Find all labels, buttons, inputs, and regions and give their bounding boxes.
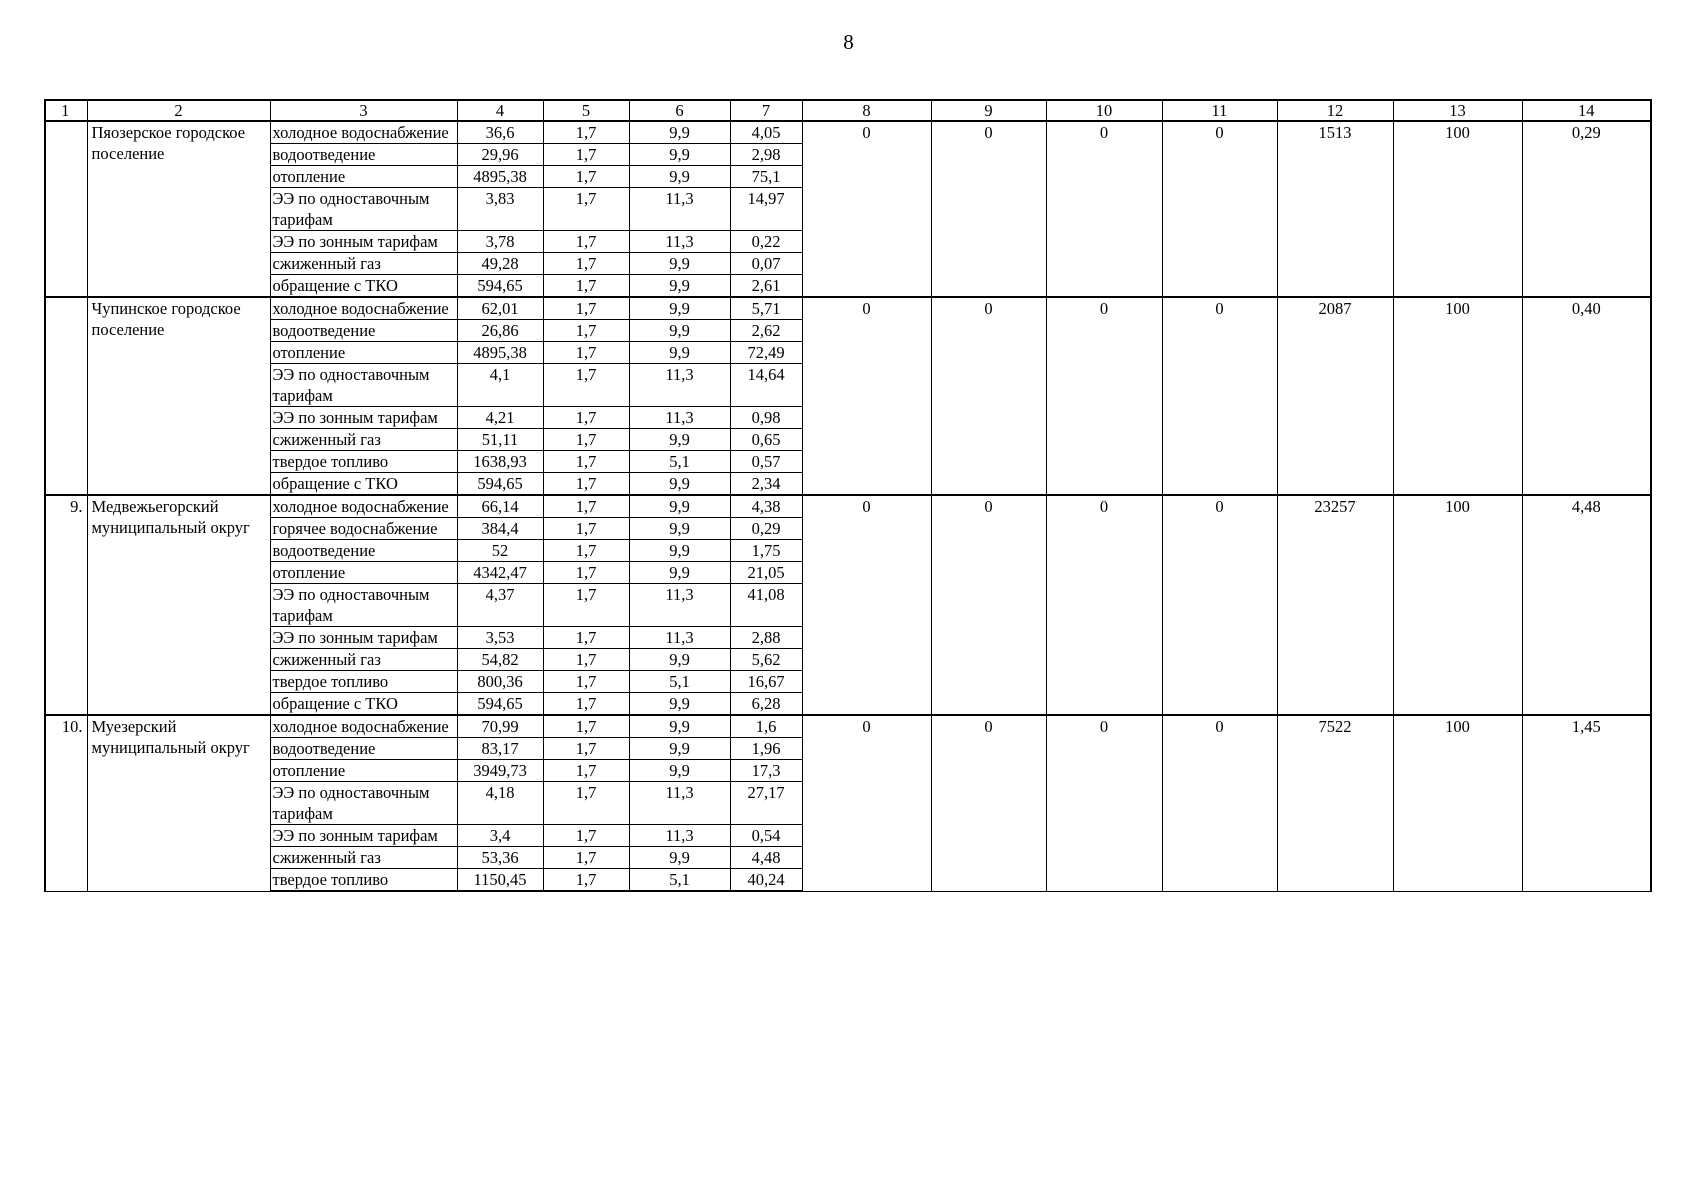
service-value-col5: 1,7 [543, 671, 629, 693]
service-value-col7: 14,64 [730, 364, 802, 407]
summary-value-col8: 0 [802, 121, 931, 297]
column-header-13: 13 [1393, 100, 1522, 121]
service-value-col6: 9,9 [629, 715, 730, 738]
service-name: холодное водоснабжение [270, 297, 457, 320]
column-header-10: 10 [1046, 100, 1162, 121]
service-name: ЭЭ по одноставочным тарифам [270, 188, 457, 231]
service-value-col6: 11,3 [629, 188, 730, 231]
summary-value-col11: 0 [1162, 121, 1277, 297]
summary-value-col10: 0 [1046, 297, 1162, 495]
service-value-col4: 62,01 [457, 297, 543, 320]
service-name: твердое топливо [270, 451, 457, 473]
service-value-col7: 1,6 [730, 715, 802, 738]
service-value-col7: 0,65 [730, 429, 802, 451]
service-value-col5: 1,7 [543, 144, 629, 166]
service-value-col4: 70,99 [457, 715, 543, 738]
service-value-col5: 1,7 [543, 518, 629, 540]
table-row [45, 715, 1651, 738]
service-value-col4: 4895,38 [457, 342, 543, 364]
column-header-2: 2 [87, 100, 270, 121]
service-value-col7: 0,98 [730, 407, 802, 429]
service-value-col6: 11,3 [629, 782, 730, 825]
summary-value-col12: 7522 [1277, 715, 1393, 891]
service-value-col4: 54,82 [457, 649, 543, 671]
service-value-col6: 11,3 [629, 627, 730, 649]
service-value-col6: 9,9 [629, 518, 730, 540]
service-value-col5: 1,7 [543, 782, 629, 825]
service-value-col7: 5,71 [730, 297, 802, 320]
summary-value-col14: 0,40 [1522, 297, 1651, 495]
service-value-col4: 66,14 [457, 495, 543, 518]
column-header-11: 11 [1162, 100, 1277, 121]
service-value-col7: 0,57 [730, 451, 802, 473]
service-value-col6: 9,9 [629, 166, 730, 188]
summary-value-col13: 100 [1393, 715, 1522, 891]
service-value-col7: 2,98 [730, 144, 802, 166]
service-value-col5: 1,7 [543, 540, 629, 562]
service-value-col7: 2,88 [730, 627, 802, 649]
service-value-col5: 1,7 [543, 451, 629, 473]
service-value-col7: 1,96 [730, 738, 802, 760]
summary-value-col14: 4,48 [1522, 495, 1651, 715]
service-value-col4: 26,86 [457, 320, 543, 342]
service-value-col6: 11,3 [629, 364, 730, 407]
service-value-col5: 1,7 [543, 869, 629, 892]
service-name: ЭЭ по зонным тарифам [270, 407, 457, 429]
service-value-col7: 2,34 [730, 473, 802, 496]
service-value-col7: 4,38 [730, 495, 802, 518]
service-value-col6: 9,9 [629, 253, 730, 275]
summary-value-col8: 0 [802, 495, 931, 715]
table-body [45, 100, 1651, 891]
summary-value-col11: 0 [1162, 715, 1277, 891]
service-value-col6: 5,1 [629, 451, 730, 473]
service-name: ЭЭ по зонным тарифам [270, 627, 457, 649]
service-value-col6: 9,9 [629, 693, 730, 716]
service-value-col4: 83,17 [457, 738, 543, 760]
service-value-col7: 4,05 [730, 121, 802, 144]
service-value-col7: 27,17 [730, 782, 802, 825]
summary-value-col10: 0 [1046, 715, 1162, 891]
service-name: обращение с ТКО [270, 473, 457, 496]
row-number: 9. [45, 495, 87, 715]
municipality-name: Пяозерское городское поселение [87, 121, 270, 297]
service-name: ЭЭ по одноставочным тарифам [270, 584, 457, 627]
service-value-col5: 1,7 [543, 166, 629, 188]
service-value-col4: 594,65 [457, 693, 543, 716]
municipality-name: Муезерский муниципальный округ [87, 715, 270, 891]
summary-value-col14: 0,29 [1522, 121, 1651, 297]
service-value-col6: 5,1 [629, 671, 730, 693]
service-value-col5: 1,7 [543, 847, 629, 869]
service-value-col5: 1,7 [543, 473, 629, 496]
service-value-col4: 4,18 [457, 782, 543, 825]
service-name: холодное водоснабжение [270, 715, 457, 738]
service-value-col6: 9,9 [629, 562, 730, 584]
service-value-col4: 1150,45 [457, 869, 543, 892]
service-value-col4: 36,6 [457, 121, 543, 144]
service-value-col7: 75,1 [730, 166, 802, 188]
service-name: водоотведение [270, 738, 457, 760]
service-value-col7: 0,07 [730, 253, 802, 275]
service-name: горячее водоснабжение [270, 518, 457, 540]
service-name: отопление [270, 166, 457, 188]
column-header-9: 9 [931, 100, 1046, 121]
service-value-col7: 21,05 [730, 562, 802, 584]
service-value-col6: 11,3 [629, 584, 730, 627]
service-value-col5: 1,7 [543, 320, 629, 342]
service-value-col5: 1,7 [543, 693, 629, 716]
service-value-col5: 1,7 [543, 760, 629, 782]
table-row [45, 297, 1651, 320]
summary-value-col9: 0 [931, 297, 1046, 495]
summary-value-col8: 0 [802, 715, 931, 891]
service-value-col5: 1,7 [543, 364, 629, 407]
service-value-col7: 0,29 [730, 518, 802, 540]
service-name: сжиженный газ [270, 847, 457, 869]
service-name: обращение с ТКО [270, 693, 457, 716]
service-value-col5: 1,7 [543, 188, 629, 231]
service-value-col6: 9,9 [629, 320, 730, 342]
service-value-col5: 1,7 [543, 297, 629, 320]
service-value-col7: 17,3 [730, 760, 802, 782]
service-value-col7: 16,67 [730, 671, 802, 693]
column-header-4: 4 [457, 100, 543, 121]
service-value-col6: 9,9 [629, 297, 730, 320]
summary-value-col13: 100 [1393, 495, 1522, 715]
service-name: ЭЭ по зонным тарифам [270, 231, 457, 253]
summary-value-col12: 1513 [1277, 121, 1393, 297]
service-value-col5: 1,7 [543, 825, 629, 847]
service-value-col6: 5,1 [629, 869, 730, 892]
summary-value-col14: 1,45 [1522, 715, 1651, 891]
column-header-14: 14 [1522, 100, 1651, 121]
service-value-col6: 9,9 [629, 649, 730, 671]
service-value-col5: 1,7 [543, 715, 629, 738]
service-value-col4: 594,65 [457, 473, 543, 496]
service-value-col4: 3,53 [457, 627, 543, 649]
service-value-col5: 1,7 [543, 627, 629, 649]
service-name: твердое топливо [270, 671, 457, 693]
service-name: сжиженный газ [270, 649, 457, 671]
column-header-6: 6 [629, 100, 730, 121]
service-value-col5: 1,7 [543, 121, 629, 144]
service-value-col6: 11,3 [629, 231, 730, 253]
row-number: 10. [45, 715, 87, 891]
service-name: ЭЭ по одноставочным тарифам [270, 782, 457, 825]
service-value-col4: 800,36 [457, 671, 543, 693]
service-value-col6: 9,9 [629, 275, 730, 298]
summary-value-col11: 0 [1162, 495, 1277, 715]
service-value-col6: 9,9 [629, 121, 730, 144]
column-header-7: 7 [730, 100, 802, 121]
service-value-col4: 53,36 [457, 847, 543, 869]
service-value-col5: 1,7 [543, 253, 629, 275]
service-value-col6: 9,9 [629, 342, 730, 364]
service-value-col4: 52 [457, 540, 543, 562]
column-number-header-row [45, 100, 1651, 121]
service-value-col4: 51,11 [457, 429, 543, 451]
summary-value-col10: 0 [1046, 121, 1162, 297]
service-value-col5: 1,7 [543, 407, 629, 429]
service-value-col5: 1,7 [543, 738, 629, 760]
service-name: ЭЭ по одноставочным тарифам [270, 364, 457, 407]
summary-value-col9: 0 [931, 715, 1046, 891]
service-value-col6: 9,9 [629, 760, 730, 782]
service-value-col5: 1,7 [543, 562, 629, 584]
service-name: ЭЭ по зонным тарифам [270, 825, 457, 847]
summary-value-col9: 0 [931, 121, 1046, 297]
column-header-12: 12 [1277, 100, 1393, 121]
service-value-col6: 9,9 [629, 495, 730, 518]
service-value-col6: 9,9 [629, 473, 730, 496]
service-name: отопление [270, 562, 457, 584]
table-row [45, 495, 1651, 518]
service-value-col7: 5,62 [730, 649, 802, 671]
summary-value-col9: 0 [931, 495, 1046, 715]
service-value-col7: 40,24 [730, 869, 802, 892]
service-value-col7: 1,75 [730, 540, 802, 562]
summary-value-col13: 100 [1393, 121, 1522, 297]
service-value-col4: 1638,93 [457, 451, 543, 473]
service-name: холодное водоснабжение [270, 495, 457, 518]
service-value-col4: 3949,73 [457, 760, 543, 782]
page-number: 8 [843, 30, 854, 54]
service-value-col7: 72,49 [730, 342, 802, 364]
service-value-col7: 2,62 [730, 320, 802, 342]
service-value-col6: 9,9 [629, 429, 730, 451]
service-value-col4: 594,65 [457, 275, 543, 298]
tariff-table [44, 99, 1652, 892]
service-value-col6: 9,9 [629, 144, 730, 166]
summary-value-col12: 2087 [1277, 297, 1393, 495]
service-value-col7: 6,28 [730, 693, 802, 716]
service-value-col7: 0,54 [730, 825, 802, 847]
service-value-col6: 11,3 [629, 407, 730, 429]
summary-value-col10: 0 [1046, 495, 1162, 715]
service-value-col4: 49,28 [457, 253, 543, 275]
summary-value-col8: 0 [802, 297, 931, 495]
service-value-col4: 4,37 [457, 584, 543, 627]
service-value-col4: 3,83 [457, 188, 543, 231]
service-value-col4: 3,78 [457, 231, 543, 253]
service-value-col4: 3,4 [457, 825, 543, 847]
municipality-name: Медвежьегорский муниципальный округ [87, 495, 270, 715]
column-header-3: 3 [270, 100, 457, 121]
service-name: сжиженный газ [270, 429, 457, 451]
column-header-1: 1 [45, 100, 87, 121]
service-value-col5: 1,7 [543, 429, 629, 451]
service-value-col5: 1,7 [543, 275, 629, 298]
service-value-col7: 41,08 [730, 584, 802, 627]
service-name: обращение с ТКО [270, 275, 457, 298]
municipality-name: Чупинское городское поселение [87, 297, 270, 495]
service-value-col4: 4895,38 [457, 166, 543, 188]
service-value-col5: 1,7 [543, 231, 629, 253]
service-value-col6: 9,9 [629, 847, 730, 869]
service-value-col4: 4,21 [457, 407, 543, 429]
row-number [45, 121, 87, 297]
service-value-col5: 1,7 [543, 649, 629, 671]
summary-value-col13: 100 [1393, 297, 1522, 495]
service-value-col6: 11,3 [629, 825, 730, 847]
summary-value-col11: 0 [1162, 297, 1277, 495]
column-header-5: 5 [543, 100, 629, 121]
table-row [45, 121, 1651, 144]
service-name: твердое топливо [270, 869, 457, 892]
service-value-col7: 0,22 [730, 231, 802, 253]
service-value-col7: 4,48 [730, 847, 802, 869]
service-name: водоотведение [270, 540, 457, 562]
service-value-col7: 14,97 [730, 188, 802, 231]
service-value-col5: 1,7 [543, 342, 629, 364]
service-value-col4: 29,96 [457, 144, 543, 166]
service-name: сжиженный газ [270, 253, 457, 275]
service-name: отопление [270, 760, 457, 782]
summary-value-col12: 23257 [1277, 495, 1393, 715]
column-header-8: 8 [802, 100, 931, 121]
service-name: водоотведение [270, 320, 457, 342]
service-name: холодное водоснабжение [270, 121, 457, 144]
row-number [45, 297, 87, 495]
service-name: отопление [270, 342, 457, 364]
service-value-col7: 2,61 [730, 275, 802, 298]
service-value-col4: 384,4 [457, 518, 543, 540]
service-value-col6: 9,9 [629, 738, 730, 760]
service-value-col6: 9,9 [629, 540, 730, 562]
service-value-col5: 1,7 [543, 495, 629, 518]
service-value-col5: 1,7 [543, 584, 629, 627]
service-name: водоотведение [270, 144, 457, 166]
service-value-col4: 4342,47 [457, 562, 543, 584]
service-value-col4: 4,1 [457, 364, 543, 407]
